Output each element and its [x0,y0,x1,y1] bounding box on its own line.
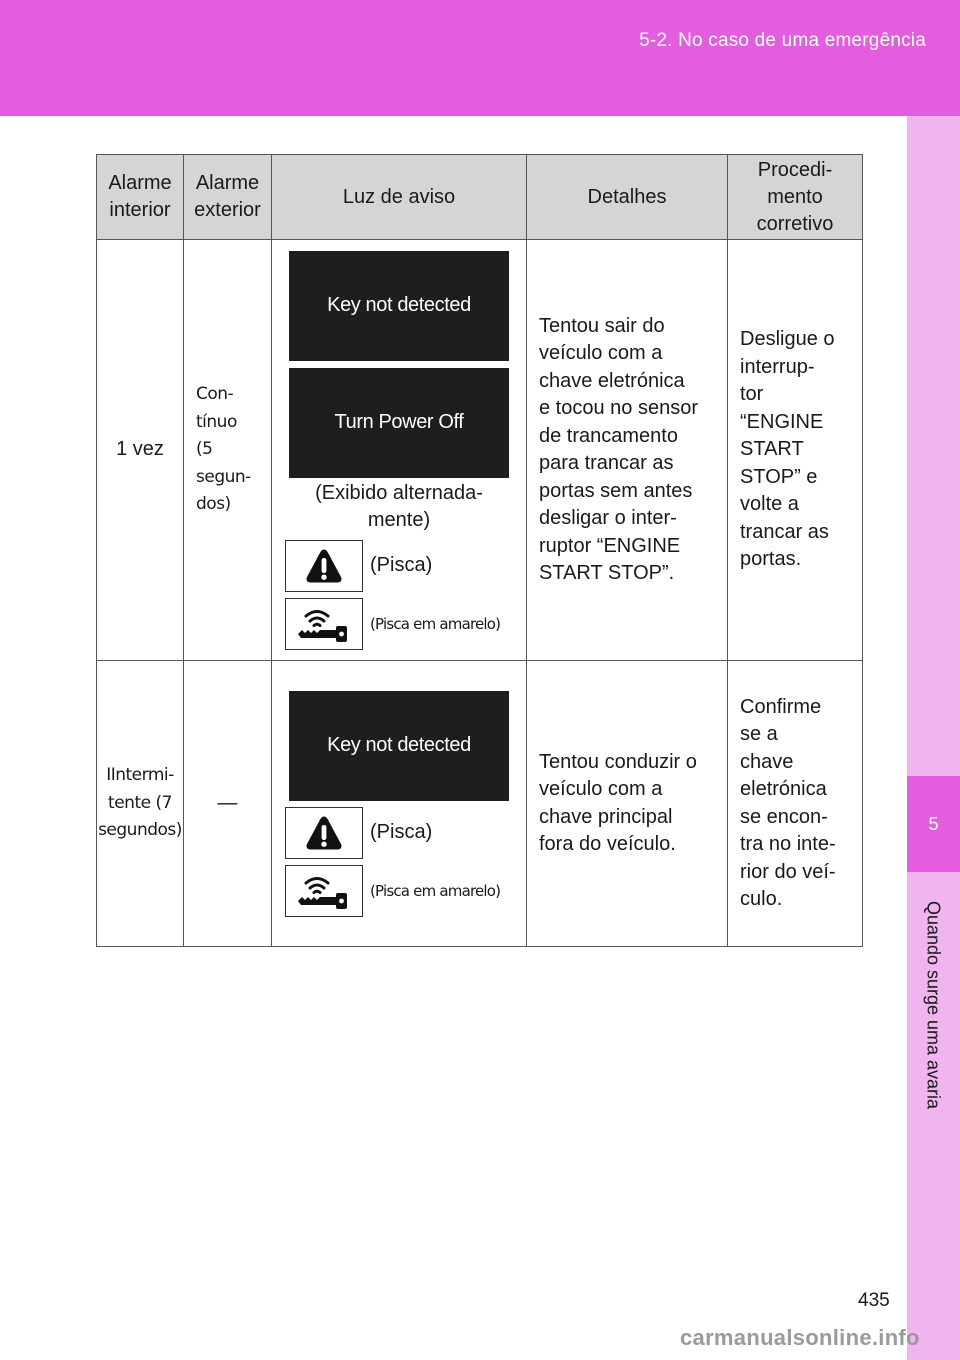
display-message: Key not detected [289,691,509,801]
smart-key-indicator-icon [285,865,363,917]
cell-luz-de-aviso [272,240,527,661]
indicator-row [285,540,526,592]
header-alarme-exterior: Alarme exterior [184,155,272,240]
warning-triangle-icon [285,807,363,859]
cell-detalhes: Tentou sair do veículo com a chave eletrónica e tocou no sensor de trancamento para trancar as portas sem antes desligar o inter- ruptor “ENGINE START STOP”. [527,240,728,661]
page-header [0,0,960,116]
cell-alarme-exterior: — [184,661,272,947]
header-luz-de-aviso: Luz de aviso [272,155,527,240]
smart-key-indicator-icon [285,598,363,650]
chapter-tab [907,776,960,872]
indicator-row [285,807,526,859]
warning-triangle-icon [285,540,363,592]
display-message: Turn Power Off [289,368,509,478]
alarm-table [96,154,863,947]
display-message: Key not detected [289,251,509,361]
table-row [97,240,863,661]
header-procedimento: Procedi- mento corretivo [728,155,863,240]
cell-procedimento: Desligue o interrup- tor “ENGINE START STOP” e volte a trancar as portas. [728,240,863,661]
indicator-label: (Pisca em amarelo) [370,881,501,900]
table-row [97,661,863,947]
header-detalhes: Detalhes [527,155,728,240]
display-caption: (Exibido alternada- mente) [315,481,483,531]
cell-luz-de-aviso [272,661,527,947]
indicator-label: (Pisca em amarelo) [370,614,501,633]
indicator-row [285,865,526,917]
cell-alarme-interior: 1 vez [97,240,184,661]
section-title: 5-2. No caso de uma emergência [639,30,926,51]
cell-alarme-exterior: Con- tínuo (5 segun- dos) [184,240,272,661]
indicator-label: (Pisca) [370,554,433,576]
page-number: 435 [858,1290,890,1311]
chapter-number: 5 [928,813,939,834]
watermark: carmanualsonline.info [680,1325,920,1350]
side-strip [907,116,960,1360]
cell-detalhes: Tentou conduzir o veículo com a chave principal fora do veículo. [527,661,728,947]
indicator-row [285,598,526,650]
chapter-label: Quando surge uma avaria [923,900,944,1110]
table-header-row [97,155,863,240]
cell-alarme-interior: IIntermi- tente (7 segundos) [97,661,184,947]
cell-procedimento: Confirme se a chave eletrónica se encon- tra no inte- rior do veí- culo. [728,661,863,947]
indicator-label: (Pisca) [370,821,433,843]
header-alarme-interior: Alarme interior [97,155,184,240]
